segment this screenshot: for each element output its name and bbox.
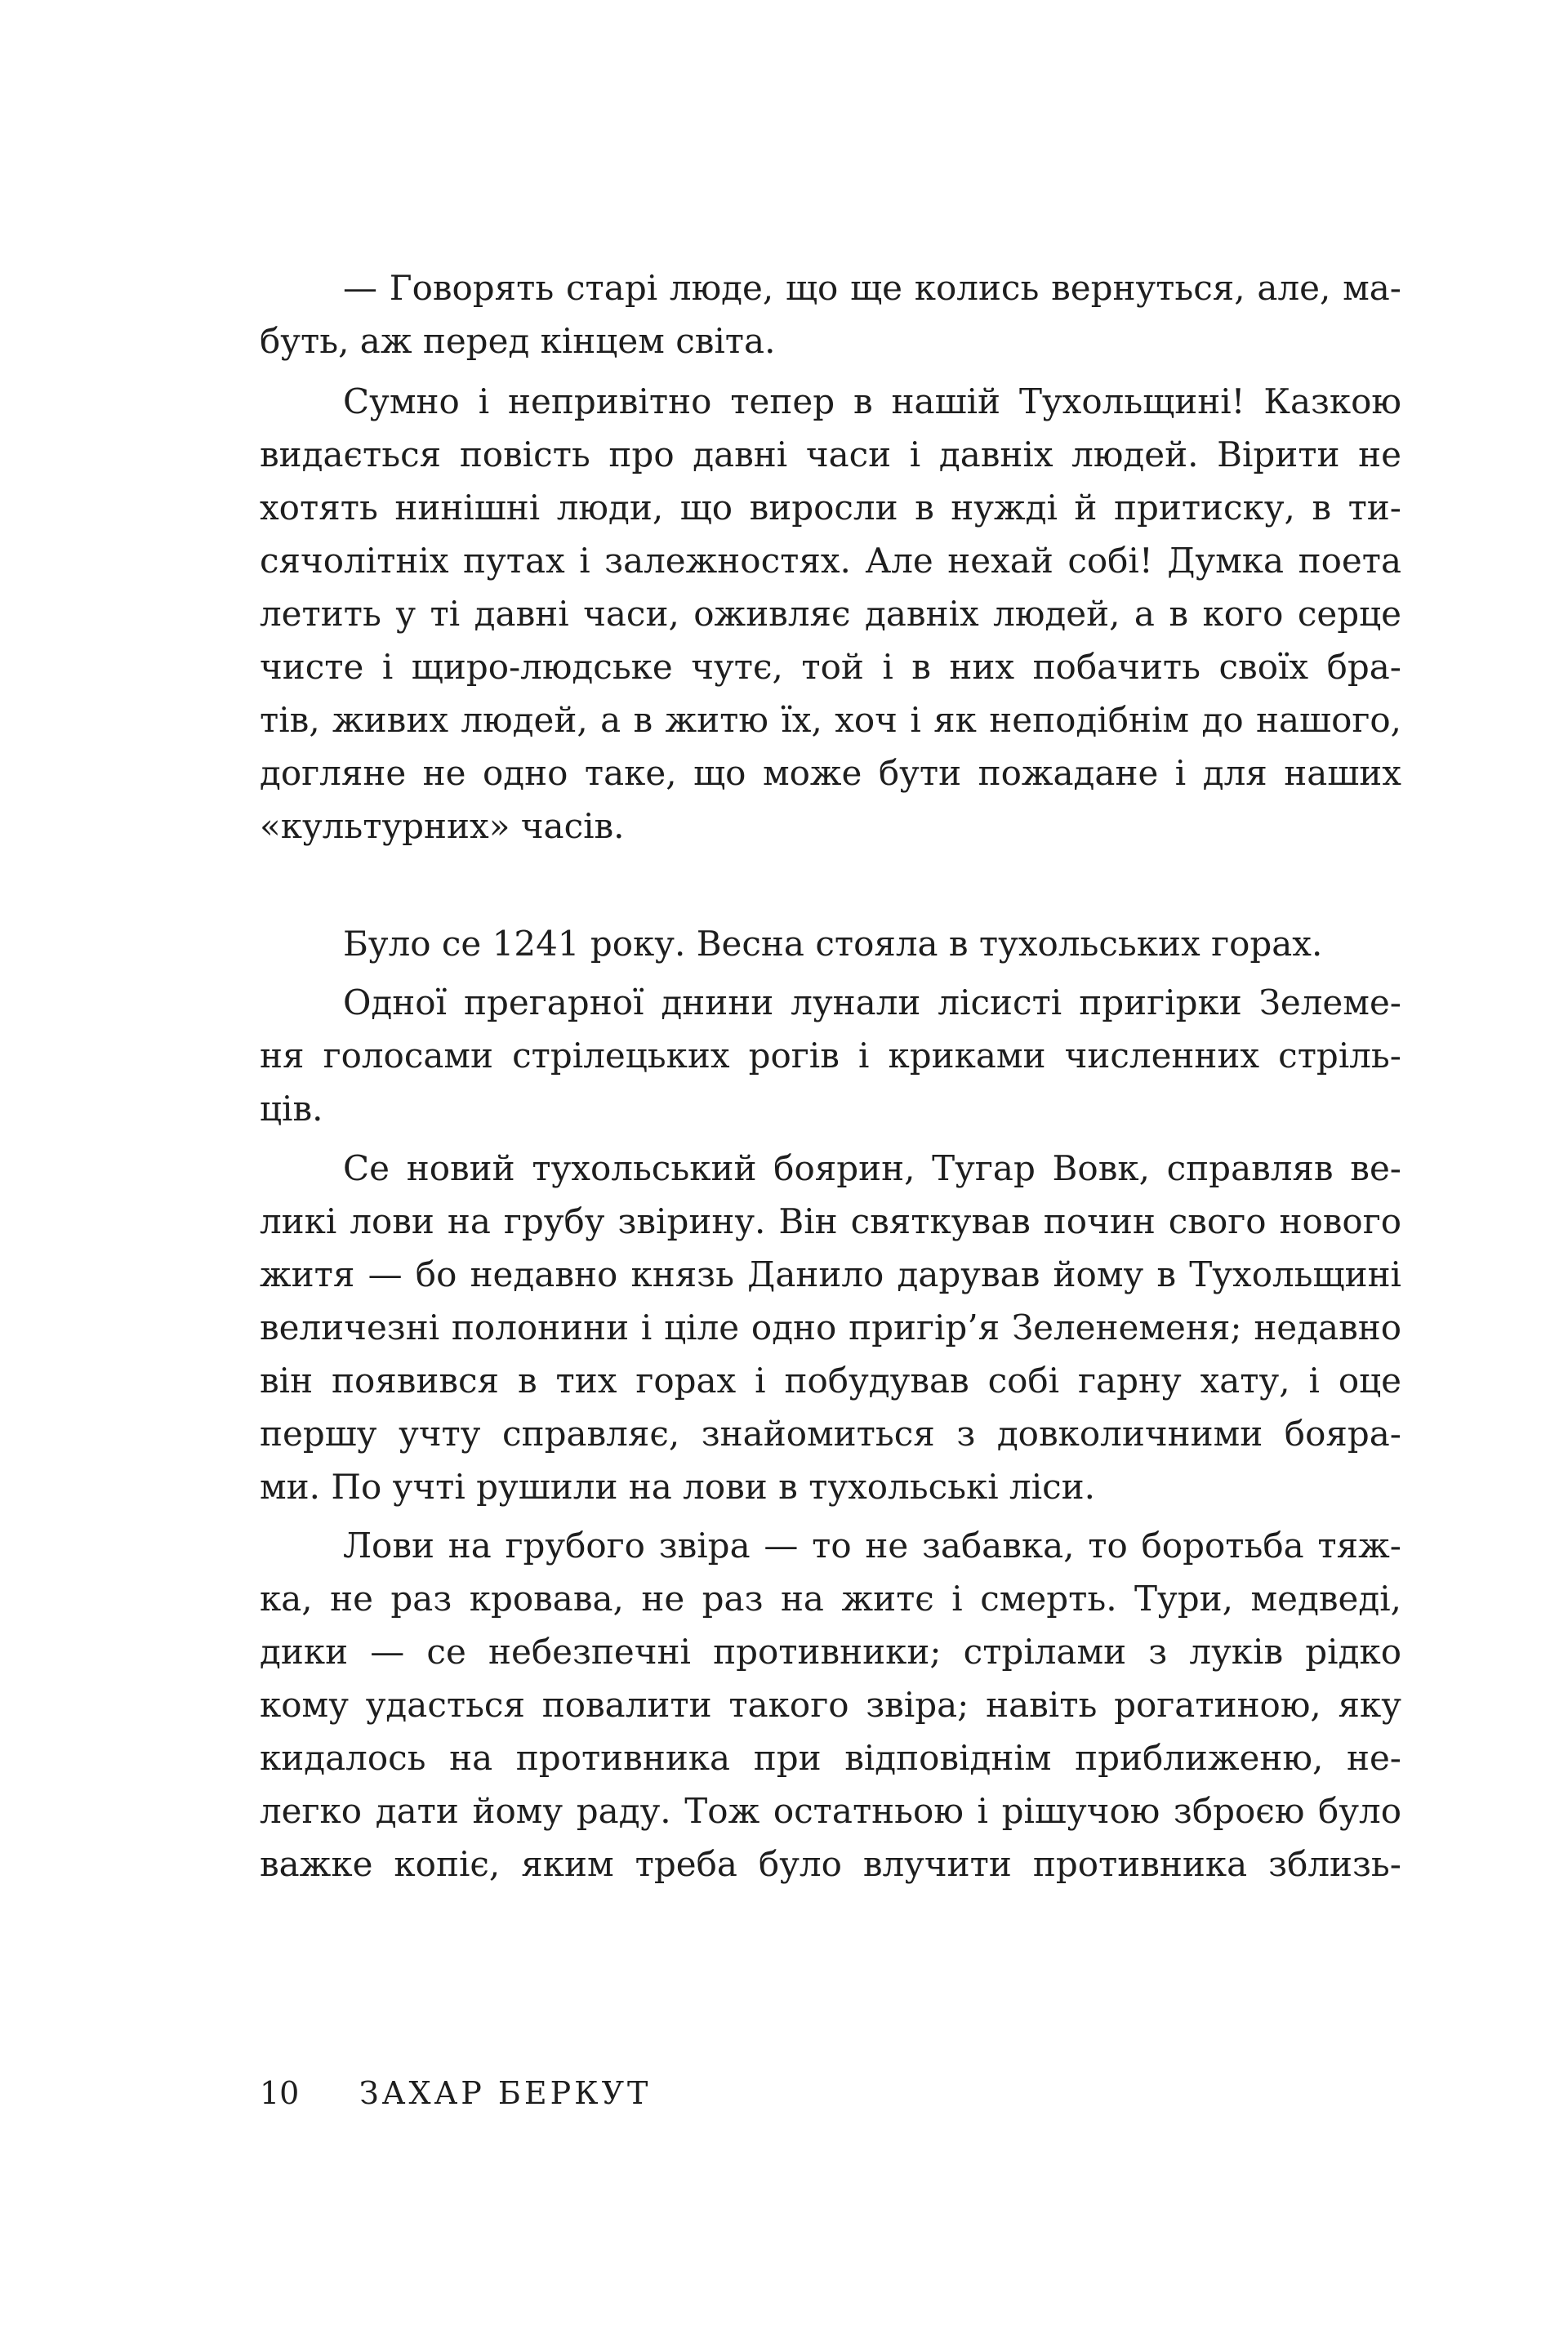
text-line: хотять нинішні люди, що виросли в нужді й притиску, в ти-	[260, 488, 1401, 528]
text-line: тів, живих людей, а в житю їх, хоч і як неподібнім до нашого,	[260, 700, 1401, 740]
text-line: ликі лови на грубу звірину. Він святкував почин свого нового	[260, 1201, 1401, 1241]
text-line: він появився в тих горах і побудував собі гарну хату, і оце	[260, 1361, 1401, 1401]
text-line: кидалось на противника при відповіднім приближеню, не-	[260, 1738, 1401, 1778]
text-line: легко дати йому раду. Тож остатньою і рішучою зброєю було	[260, 1791, 1401, 1831]
text-line: видається повість про давні часи і давніх людей. Вірити не	[260, 434, 1401, 474]
text-line: — Говорять старі люде, що ще колись вернуться, але, ма-	[343, 268, 1401, 308]
text-line: Одної прегарної днини лунали лісисті пригірки Зелеме-	[343, 982, 1401, 1022]
text-line: кому удасться повалити такого звіра; навіть рогатиною, яку	[260, 1685, 1401, 1725]
text-line: «культурних» часів.	[260, 806, 625, 846]
text-line: величезні полонини і ціле одно пригір’я Зеленеменя; недавно	[260, 1307, 1401, 1348]
text-line: сячолітніх путах і залежностях. Але нехай собі! Думка поета	[260, 541, 1401, 581]
text-line: Сумно і непривітно тепер в нашій Тухольщині! Казкою	[343, 381, 1401, 421]
text-line: чисте і щиро-людське чутє, той і в них побачить своїх бра-	[260, 647, 1401, 687]
text-line: летить у ті давні часи, оживляє давніх людей, а в кого серце	[260, 594, 1401, 634]
text-line: ми. По учті рушили на лови в тухольські ліси.	[260, 1467, 1095, 1507]
text-line: догляне не одно таке, що може бути пожадане і для наших	[260, 753, 1401, 793]
text-line: Се новий тухольський боярин, Тугар Вовк, справляв ве-	[343, 1148, 1401, 1188]
page-number: 10	[260, 2075, 300, 2111]
text-line: важке копіє, яким треба було влучити противника зблизь-	[260, 1844, 1401, 1884]
text-line: Лови на грубого звіра — то не забавка, то боротьба тяж-	[343, 1526, 1401, 1566]
text-line: ка, не раз кровава, не раз на житє і смерть. Тури, медведі,	[260, 1579, 1401, 1619]
text-line: ня голосами стрілецьких рогів і криками численних стріль-	[260, 1036, 1401, 1076]
text-line: Було се 1241 року. Весна стояла в тухольських горах.	[343, 924, 1323, 964]
text-line: дики — се небезпечні противники; стрілами з луків рідко	[260, 1632, 1401, 1672]
text-line: першу учту справляє, знайомиться з довколичними бояра-	[260, 1414, 1401, 1454]
text-line: ців.	[260, 1089, 323, 1129]
text-line: буть, аж перед кінцем світа.	[260, 321, 776, 361]
text-line: житя — бо недавно князь Данило дарував йому в Тухольщині	[260, 1254, 1401, 1294]
running-title: ЗАХАР БЕРКУТ	[359, 2075, 652, 2111]
